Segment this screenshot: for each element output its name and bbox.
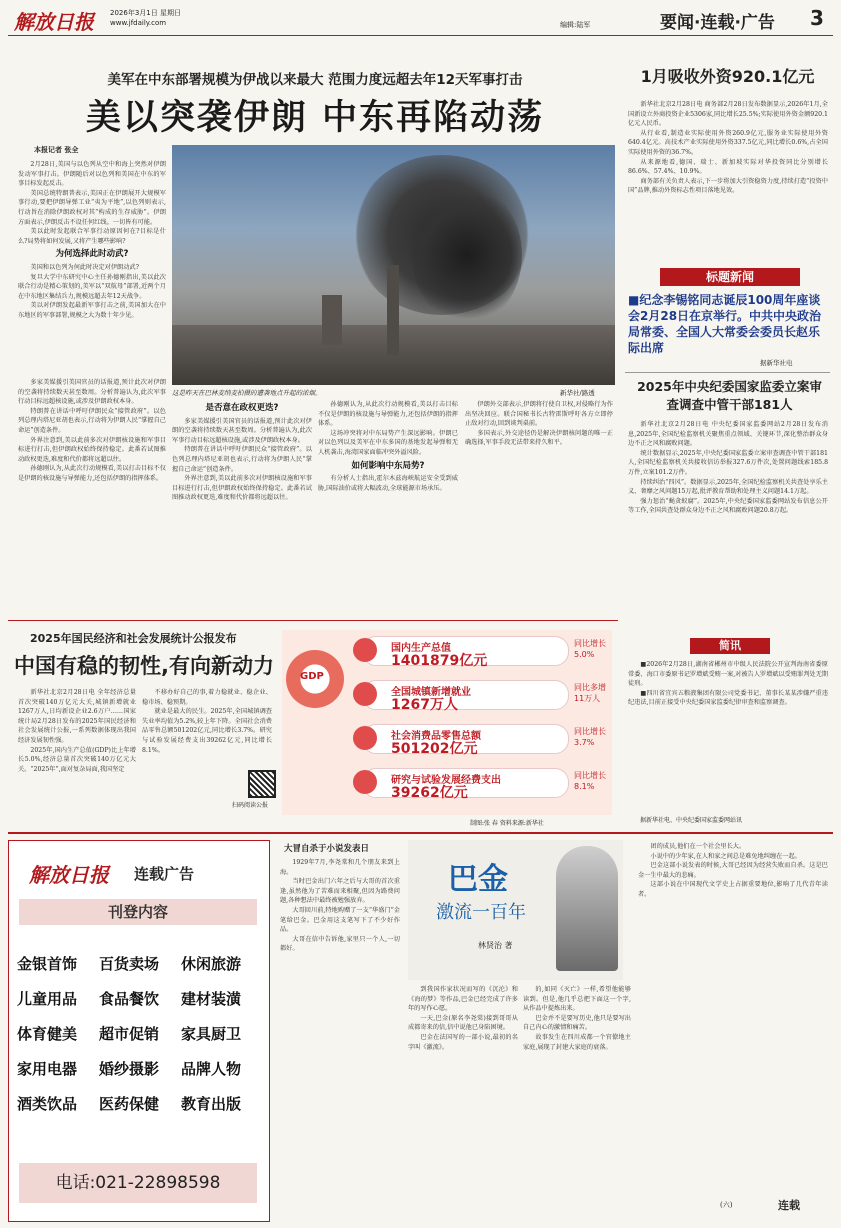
section-rule: [625, 372, 830, 373]
audit-body: 新华社北京2月28日电 中央纪委国家监委网站2月28日发布消息,2025年,全国纪检监察机关聚焦重点领域、关键环节,深化整治群众身边不正之风和腐败问题。 统计数据显示,2025年,中央纪委国家监委立案审查调查中管干部181人,全国纪检监察机关共接收信访举报327.6万件次,处置问题线索185.8万件,立案101.2万件。 持续纠治“四风”。数据显示,2025年,全国纪检监察机关共查处享乐主义、奢靡之风问题15万起,批评教育帮助和处理主义问题14.1万起。 强力惩治“蝇贪蚁腐”。2025年,中央纪委国家监委网站发布信息公开等工作,全国共查处群众身边不正之风和腐败问题20.8万起。: [628, 421, 828, 515]
issue-date: 2026年3月1日 星期日: [110, 9, 181, 17]
ads-phone[interactable]: 电话:021-22898598: [55, 1173, 221, 1193]
serial-col3: 的,如同《灭亡》一样,希望他能够读到。但是,他几乎总把下面这一个字,从作品中提炼出来。 巴金并不是要写历史,他只是要写出自己内心的激情和痛苦。 故事发生在四川成都一个官僚地主家庭,展现了封建大家庭的衰落。: [523, 986, 631, 1051]
lead-photo: [172, 145, 615, 385]
ad-category[interactable]: 金银首饰: [17, 955, 78, 973]
briefs-credit: 据新华社电、中央纪委国家监委网站讯: [640, 817, 743, 824]
stat-rd-icon: [353, 770, 377, 794]
editor-credit: 编辑:陆军: [560, 21, 591, 29]
stat-employment-growth: 同比多增 11万人: [574, 683, 606, 703]
serial-page-no: (六): [720, 1201, 733, 1209]
ad-category[interactable]: 食品餐饮: [99, 990, 160, 1008]
ad-category[interactable]: 超市促销: [99, 1025, 160, 1043]
ad-category[interactable]: 家用电器: [17, 1060, 78, 1078]
stat-rd-growth: 同比增长 8.1%: [574, 771, 606, 791]
subheading-impact: 如何影响中东局势?: [351, 460, 425, 471]
econ-col1: 新华社北京2月28日电 全年经济总量首次突破140万亿元大关,城镇新增就业1267万人,日均新设企业2.6万户……国家统计局2月28日发布的2025年国民经济和社会发展统计公报,一系列数据体现出我国经济发展韧性强。 2025年,国内生产总值(GDP)比上年增长5.0%,经济总量首次突破140万亿元大关。“2025年”,面对复杂局面,我国坚定: [18, 689, 136, 773]
serial-kicker: 大冒自杀于小说发表日: [284, 844, 370, 854]
subheading-why: 为何选择此时动武?: [55, 249, 129, 260]
econ-headline: 中国有稳的韧性,有向新动力: [14, 654, 274, 678]
serial-col2: 到我国作家状况而写的《沉沦》和《海的梦》等作品,巴金已经完成了许多年的写作心愿。 一天,巴金(原名李尧棠)接到哥哥从成都寄来的信,信中说他已身陷困境。 巴金在法国写的一部小说,最初的名字叫《激流》。: [408, 986, 518, 1051]
audit-headline: 2025年中央纪委国家监委立案审查调查中管干部181人: [637, 379, 822, 412]
stat-gdp-growth: 同比增长 5.0%: [574, 639, 606, 659]
trade-headline: 1月吸收外资920.1亿元: [640, 67, 815, 86]
graphic-source: 制图:张 春 资料来源:新华社: [470, 820, 544, 827]
serial-col1: 1929年7月,李尧棠和几个朋友来到上海。 当时巴金出门六年之后与大哥的首次重逢,虽然他为了苦难而来相聚,但因为路费问题,各种想法中最终被勉强放弃。 大哥回川前,特地购赠了一支“华盛门”金笔给巴金。巴金用这支笔写下了不少好作品。 大哥在信中告诉他,家里只一个人,一切都好。: [280, 859, 400, 953]
ad-category[interactable]: 建材装潢: [181, 990, 242, 1008]
lead-headline: 美以突袭伊朗 中东再陷动荡: [85, 98, 545, 138]
stats-graphic: [282, 630, 612, 815]
ads-brand: 解放日报: [29, 863, 109, 887]
trade-body: 新华社北京2月28日电 商务部2月28日发布数据显示,2026年1月,全国新设立外商投资企业5306家,同比增长25.5%;实际使用外资金额920.1亿元人民币。 从行业看,制造业实际使用外资260.9亿元,服务业实际使用外资640.4亿元。高技术产业实际使用外资337.5亿元,同比增长0.6%,占全国实际使用外资的36.7%。 从来源地看,德国、瑞士、新加坡实际对华投资同比分别增长86.6%、57.4%、10.9%。 商务部有关负责人表示,下一步将加大引资稳资力度,持续打造“投资中国”品牌,推动外资标志性项目落地见效。: [628, 101, 828, 195]
lead-col1-cont: 多家美媒援引美国官员的话报道,预计此次对伊朗的空袭将持续数天甚至数周。分析普遍认为,此次军事行动目标远超核设施,或涉及伊朗政权本身。 特朗普在讲话中呼吁伊朗民众“接管政府”。以色列总理内塔尼亚胡也表示,行动将为伊朗人民“掌握自己命运”创造条件。 外界注意到,美以此前多次对伊朗核设施和军事目标进行打击,但伊朗政权始终保持稳定。此番若试图推动政权更迭,难度和代价都将远超以往。 孙德刚认为,从此次行动规模看,美以打击目标不仅是伊朗的核设施与导弹能力,还包括伊朗的指挥体系。: [18, 379, 166, 482]
header-rule: [8, 35, 833, 36]
ad-category[interactable]: 体育健美: [17, 1025, 78, 1043]
ad-category[interactable]: 教育出版: [181, 1095, 242, 1113]
stat-employment: 全国城镇新增就业 1267万人: [362, 680, 569, 710]
page-number: 3: [810, 6, 824, 30]
econ-col2: 不移办好自己的事,着力稳就业、稳企业、稳市场、稳预期。 就业是最大的民生。2025年,全国城镇调查失业率均值为5.2%,较上年下降。全国社会消费品零售总额501202亿元,同比增长3.7%。研究与试验发展经费支出39262亿元,同比增长8.1%。: [142, 689, 272, 754]
ad-category[interactable]: 品牌人物: [181, 1060, 242, 1078]
stats-gdp-badge: GDP: [300, 671, 324, 682]
stat-gdp: 国内生产总值 1401879亿元: [362, 636, 569, 666]
ad-category[interactable]: 家具厨卫: [181, 1025, 242, 1043]
ad-category[interactable]: 休闲旅游: [181, 955, 242, 973]
qr-label: 扫码阅读公报: [232, 802, 269, 809]
stats-list: [362, 634, 612, 814]
econ-title: 2025年国民经济和社会发展统计公报发布: [30, 632, 237, 645]
qr-code[interactable]: [248, 770, 276, 798]
ad-category[interactable]: 医药保健: [99, 1095, 160, 1113]
brief-news-credit: 据新华社电: [760, 359, 793, 367]
ads-sub-banner: 刊登内容: [19, 899, 257, 925]
tower-building-2: [322, 295, 342, 345]
stat-rd: 研究与试验发展经费支出 39262亿元: [362, 768, 569, 798]
serial-author: 林贤治 著: [478, 941, 513, 950]
lead-col2: 是否意在政权更迭? 多家美媒援引美国官员的话报道,预计此次对伊朗的空袭将持续数天甚至数周。分析普遍认为,此次军事行动目标远超核设施,或涉及伊朗政权本身。 特朗普在讲话中呼吁伊朗民众“接管政府”。以色列总理内塔尼亚胡也表示,行动将为伊朗人民“掌握自己命运”创造条件。 外界注意到,美以此前多次对伊朗核设施和军事目标进行打击,但伊朗政权始终保持稳定。此番若试图推动政权更迭,难度和代价都将远超以往。: [172, 403, 312, 502]
ad-category[interactable]: 婚纱摄影: [99, 1060, 160, 1078]
briefs-banner: 简讯: [690, 638, 770, 654]
lead-byline: 本报记者 张全: [34, 146, 79, 154]
subheading-regime: 是否意在政权更迭?: [205, 403, 279, 413]
ad-category[interactable]: 酒类饮品: [17, 1095, 78, 1113]
serial-col4: 团的成员,他们在一个社会里长大。 小说中的少年家,在人和家之间总是难免地纠缠在一起。 巴金这部小说发表的时候,大哥已经因为经营失败而自杀。这是巴金一生中最大的悲痛。 这部小说在中国现代文学史上占据重要地位,影响了几代青年读者。: [638, 843, 828, 898]
serial-title-panel: [408, 840, 623, 980]
section-name: 要闻·连载·广告: [660, 13, 775, 33]
ads-phone-bar: [19, 1163, 257, 1203]
stat-retail-growth: 同比增长 3.7%: [574, 727, 606, 747]
masthead: [14, 6, 314, 34]
serial-tag: 连载: [778, 1199, 800, 1212]
brand-logo: 解放日报: [14, 10, 94, 34]
ad-category[interactable]: 儿童用品: [17, 990, 78, 1008]
lead-col1: 2月28日,美国与以色列从空中和海上突然对伊朗发动军事打击。伊朗随后对以色列和美国在中东的军事目标发起反击。 美国总统特朗普表示,美国正在伊朗展开大规模军事行动,要把伊朗导弹工业“夷为平地”,以色列则表示,行动旨在消除伊朗政权对其“构成的生存威胁”。伊朗方面表示,伊朗反击不设任何红线。一切皆有可能。 美以此时发起联合军事行动原因何在?目标是什么?局势将如何发展,又将产生哪些影响? 为何选择此时动武? 美国和以色列为何此时决定对伊朗动武? 复旦大学中东研究中心主任孙德刚指出,美以此次联合行动是精心策划的,美军以“双航母”部署,近两个月在中东地区集结兵力,规模远超去年12天战争。 美以对伊朗发起最新军事打击之前,美国加大在中东地区的军事部署,规模之大为数十年少见。: [18, 161, 166, 319]
serial-title: 巴金: [448, 862, 508, 897]
stat-employment-icon: [353, 682, 377, 706]
ads-panel: [8, 840, 270, 1222]
briefs-body: ■2026年2月28日,湖南省郴州市中级人民法院公开宣判海南省委原常委、海口市委原书记罗增斌受贿一案,对被告人罗增斌以受贿罪判处无期徒刑。 ■四川省宜宾五粮液集团有限公司党委书记、董事长某某涉嫌严重违纪违法,目前正接受中央纪委国家监委纪律审查和监察调查。: [628, 661, 828, 707]
mid-rule: [8, 832, 833, 834]
brief-news-title: ■纪念李锡铭同志诞辰100周年座谈会2月28日在京举行。中共中央政治局常委、全国人大常委会委员长赵乐际出席: [628, 293, 822, 355]
stat-retail: 社会消费品零售总额 501202亿元: [362, 724, 569, 754]
lead-col3: 孙德刚认为,从此次行动规模看,美以打击目标不仅是伊朗的核设施与导弹能力,还包括伊朗的指挥体系。 这场冲突将对中东局势产生深远影响。伊朗已对以色列以及美军在中东多国的基地发起导弹和无人机袭击,海湾国家面临冲突外溢风险。 如何影响中东局势? 有分析人士指出,霍尔木兹海峡航运安全受到威胁,国际油价或将大幅波动,全球能源市场承压。: [318, 401, 458, 492]
stat-gdp-icon: [353, 638, 377, 662]
tower-building: [387, 265, 399, 355]
serial-subtitle: 激流一百年: [436, 902, 526, 923]
ad-category[interactable]: 百货卖场: [99, 955, 160, 973]
ads-title: 连载广告: [134, 865, 195, 883]
smoke-plume-2: [412, 185, 522, 325]
headline-news-banner: 标题新闻: [660, 268, 800, 286]
photo-credit: 新华社/路透: [560, 389, 595, 397]
lead-kicker: 美军在中东部署规模为伊战以来最大 范围力度远超去年12天军事打击: [107, 72, 523, 88]
lead-col4: 伊朗外交部表示,伊朗将行使自卫权,对侵略行为作出坚决回应。联合国秘书长古特雷斯呼吁各方立即停止敌对行动,回到谈判桌前。 多国表示,外交途径仍是解决伊朗核问题的唯一正确选择,军事手段无法带来持久和平。: [465, 401, 613, 447]
portrait-photo: [556, 846, 618, 971]
site-url: www.jfdaily.com: [110, 19, 167, 27]
stat-retail-icon: [353, 726, 377, 750]
photo-caption: 这是昨天在巴林麦纳麦拍摄的遭袭地点升起的浓烟。: [172, 389, 322, 397]
